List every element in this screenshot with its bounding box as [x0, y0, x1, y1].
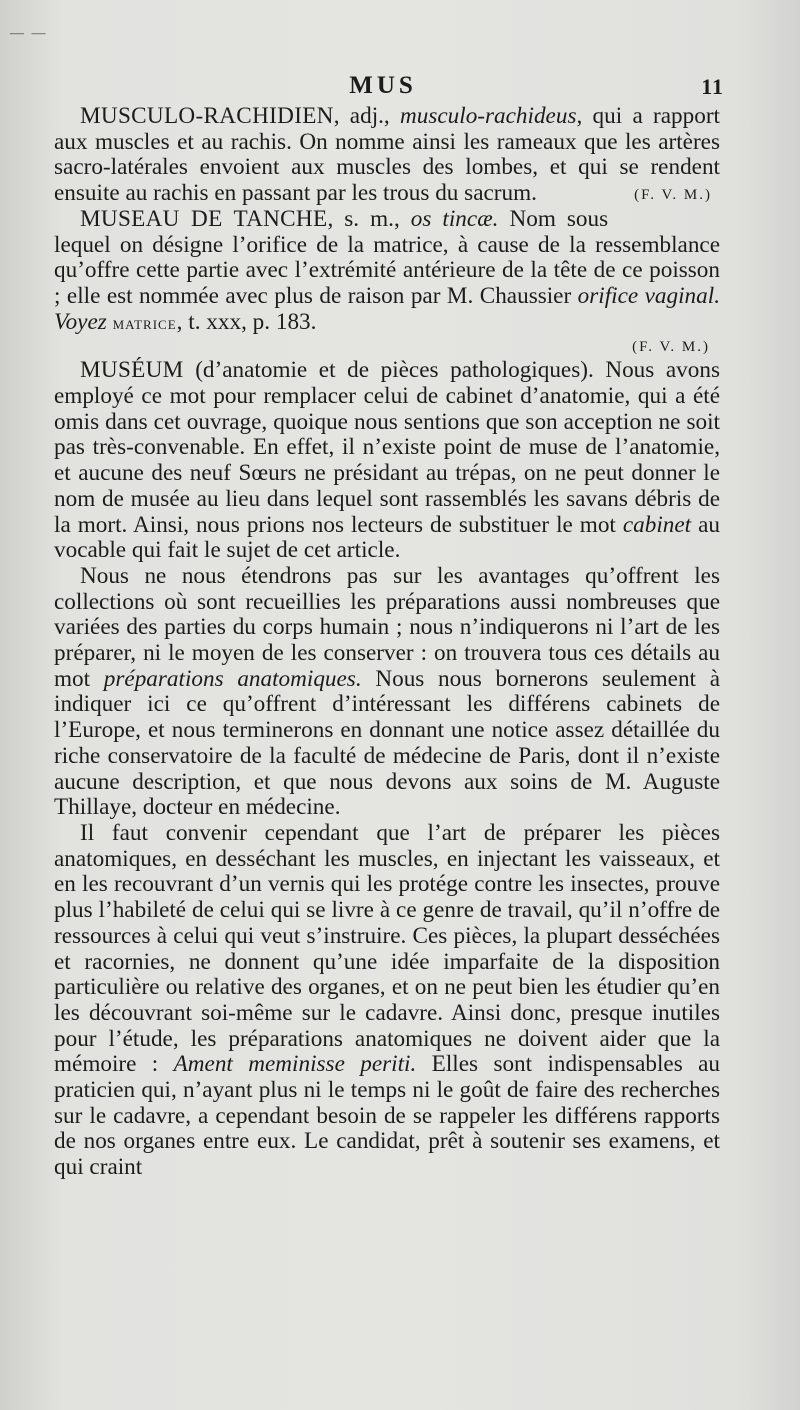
corner-mark: — —	[10, 26, 48, 41]
entry-body: Nom sous lequel on désigne l’orifice de la matrice, à cause de la ressemblance qu’offre cette partie avec l’extrémité antérieure de la tête de ce poisson ; elle est nommée avec plus de raison par M. Chaussier	[54, 205, 720, 309]
paragraph-collections: Nous ne nous étendrons pas sur les avantages qu’offrent les collections où sont recueillies les préparations aussi nombreuses que variées des parties du corps humain ; nous n’indiquerons ni l’art de les préparer, ni le moyen de les conserver : on trouvera tous ces détails au mot préparations anatomiques. Nous nous bornerons seulement à indiquer ici ce qu’offrent d’intéressant les différens cabinets de l’Europe, et nous terminerons en donnant une notice assez détaillée du riche conservatoire de la faculté de médecine de Paris, dont il n’existe aucune description, et que nous devons aux soins de M. Auguste Thillaye, docteur en médecine.	[54, 562, 720, 821]
entry-museau-de-tanche	[54, 207, 720, 337]
entry-italic-word: cabinet	[622, 511, 692, 538]
running-head-title: MUS	[349, 72, 417, 99]
paragraph-preparation-art: Il faut convenir cependant que l’art de préparer les pièces anatomiques, en desséchant les muscles, en injectant les vaisseaux, et en les recouvrant d’un vernis qui les protége contre les insectes, prouve plus l’habileté de celui qui se livre à ce genre de travail, qu’il n’offre de ressources à celui qui veut s’instruire. Ces pièces, la plupart desséchées et racornies, ne donnent qu’une idée imparfaite de la disposition particulière ou relative des organes, et on ne peut bien les étudier qu’en les découvrant soi-même sur le cadavre. Ainsi donc, presque inutiles pour l’étude, les préparations anatomiques ne doivent aider que la mémoire : Ament meminisse periti. Elles sont indispensables au praticien qui, n’ayant plus ni le temps ni le goût de faire des recherches sur le cadavre, a cependant besoin de se rappeler les différens rapports de nos organes entre eux. Le candidat, prêt à soutenir ses examens, et qui craint	[54, 819, 720, 1181]
entry-body: , qui a rapport aux muscles et au rachis. On nomme ainsi les rameaux que les artères sacro-latérales envoient aux muscles des lombes, et qui se rendent ensuite au rachis en passant par les trous du sacrum.	[54, 103, 720, 207]
entry-voyez: Voyez	[54, 308, 107, 335]
entry-musculo-rachidien	[54, 104, 720, 207]
entry-headword: MUSCULO-RACHIDIEN	[80, 103, 334, 129]
entry-signature: (F. V. M.)	[632, 339, 710, 356]
entry-signature: (F. V. M.)	[634, 187, 712, 204]
italic-term: préparations anatomiques.	[103, 665, 362, 692]
entry-headword: MUSEAU DE TANCHE	[80, 205, 328, 232]
entry-grammar: , adj.,	[333, 103, 401, 129]
entry-latin-term: orifice vaginal.	[577, 282, 720, 309]
entry-reference-tail: , t. xxx, p. 183.	[176, 308, 317, 335]
entry-body-tail: au vocable qui fait le sujet de cet article.	[54, 511, 720, 564]
entry-latin: musculo-rachideus	[400, 103, 577, 129]
entry-cross-reference: matrice	[112, 312, 177, 334]
entry-body: (d’anatomie et de pièces pathologiques). Nous avons employé ce mot pour remplacer celui de cabinet d’anatomie, qui a été omis dans cet ouvrage, quoique nous sentions que son acception ne soit pas très-convenable. En effet, il n’existe point de muse de l’anatomie, et aucune des neuf Sœurs ne présidant au trépas, on ne peut donner le nom de musée au lieu dans lequel sont rassemblés les savans débris de la mort. Ainsi, nous prions nos lecteurs de substituer le mot	[54, 357, 720, 538]
page-number: 11	[701, 74, 724, 99]
entry-latin: os tincæ.	[410, 205, 499, 232]
page-body	[54, 104, 720, 1181]
running-head	[54, 72, 724, 106]
entry-museum	[54, 358, 720, 564]
latin-quote: Ament meminisse periti.	[173, 1051, 417, 1078]
entry-grammar: , s. m.,	[327, 205, 411, 232]
entry-headword: MUSÉUM	[80, 357, 184, 384]
